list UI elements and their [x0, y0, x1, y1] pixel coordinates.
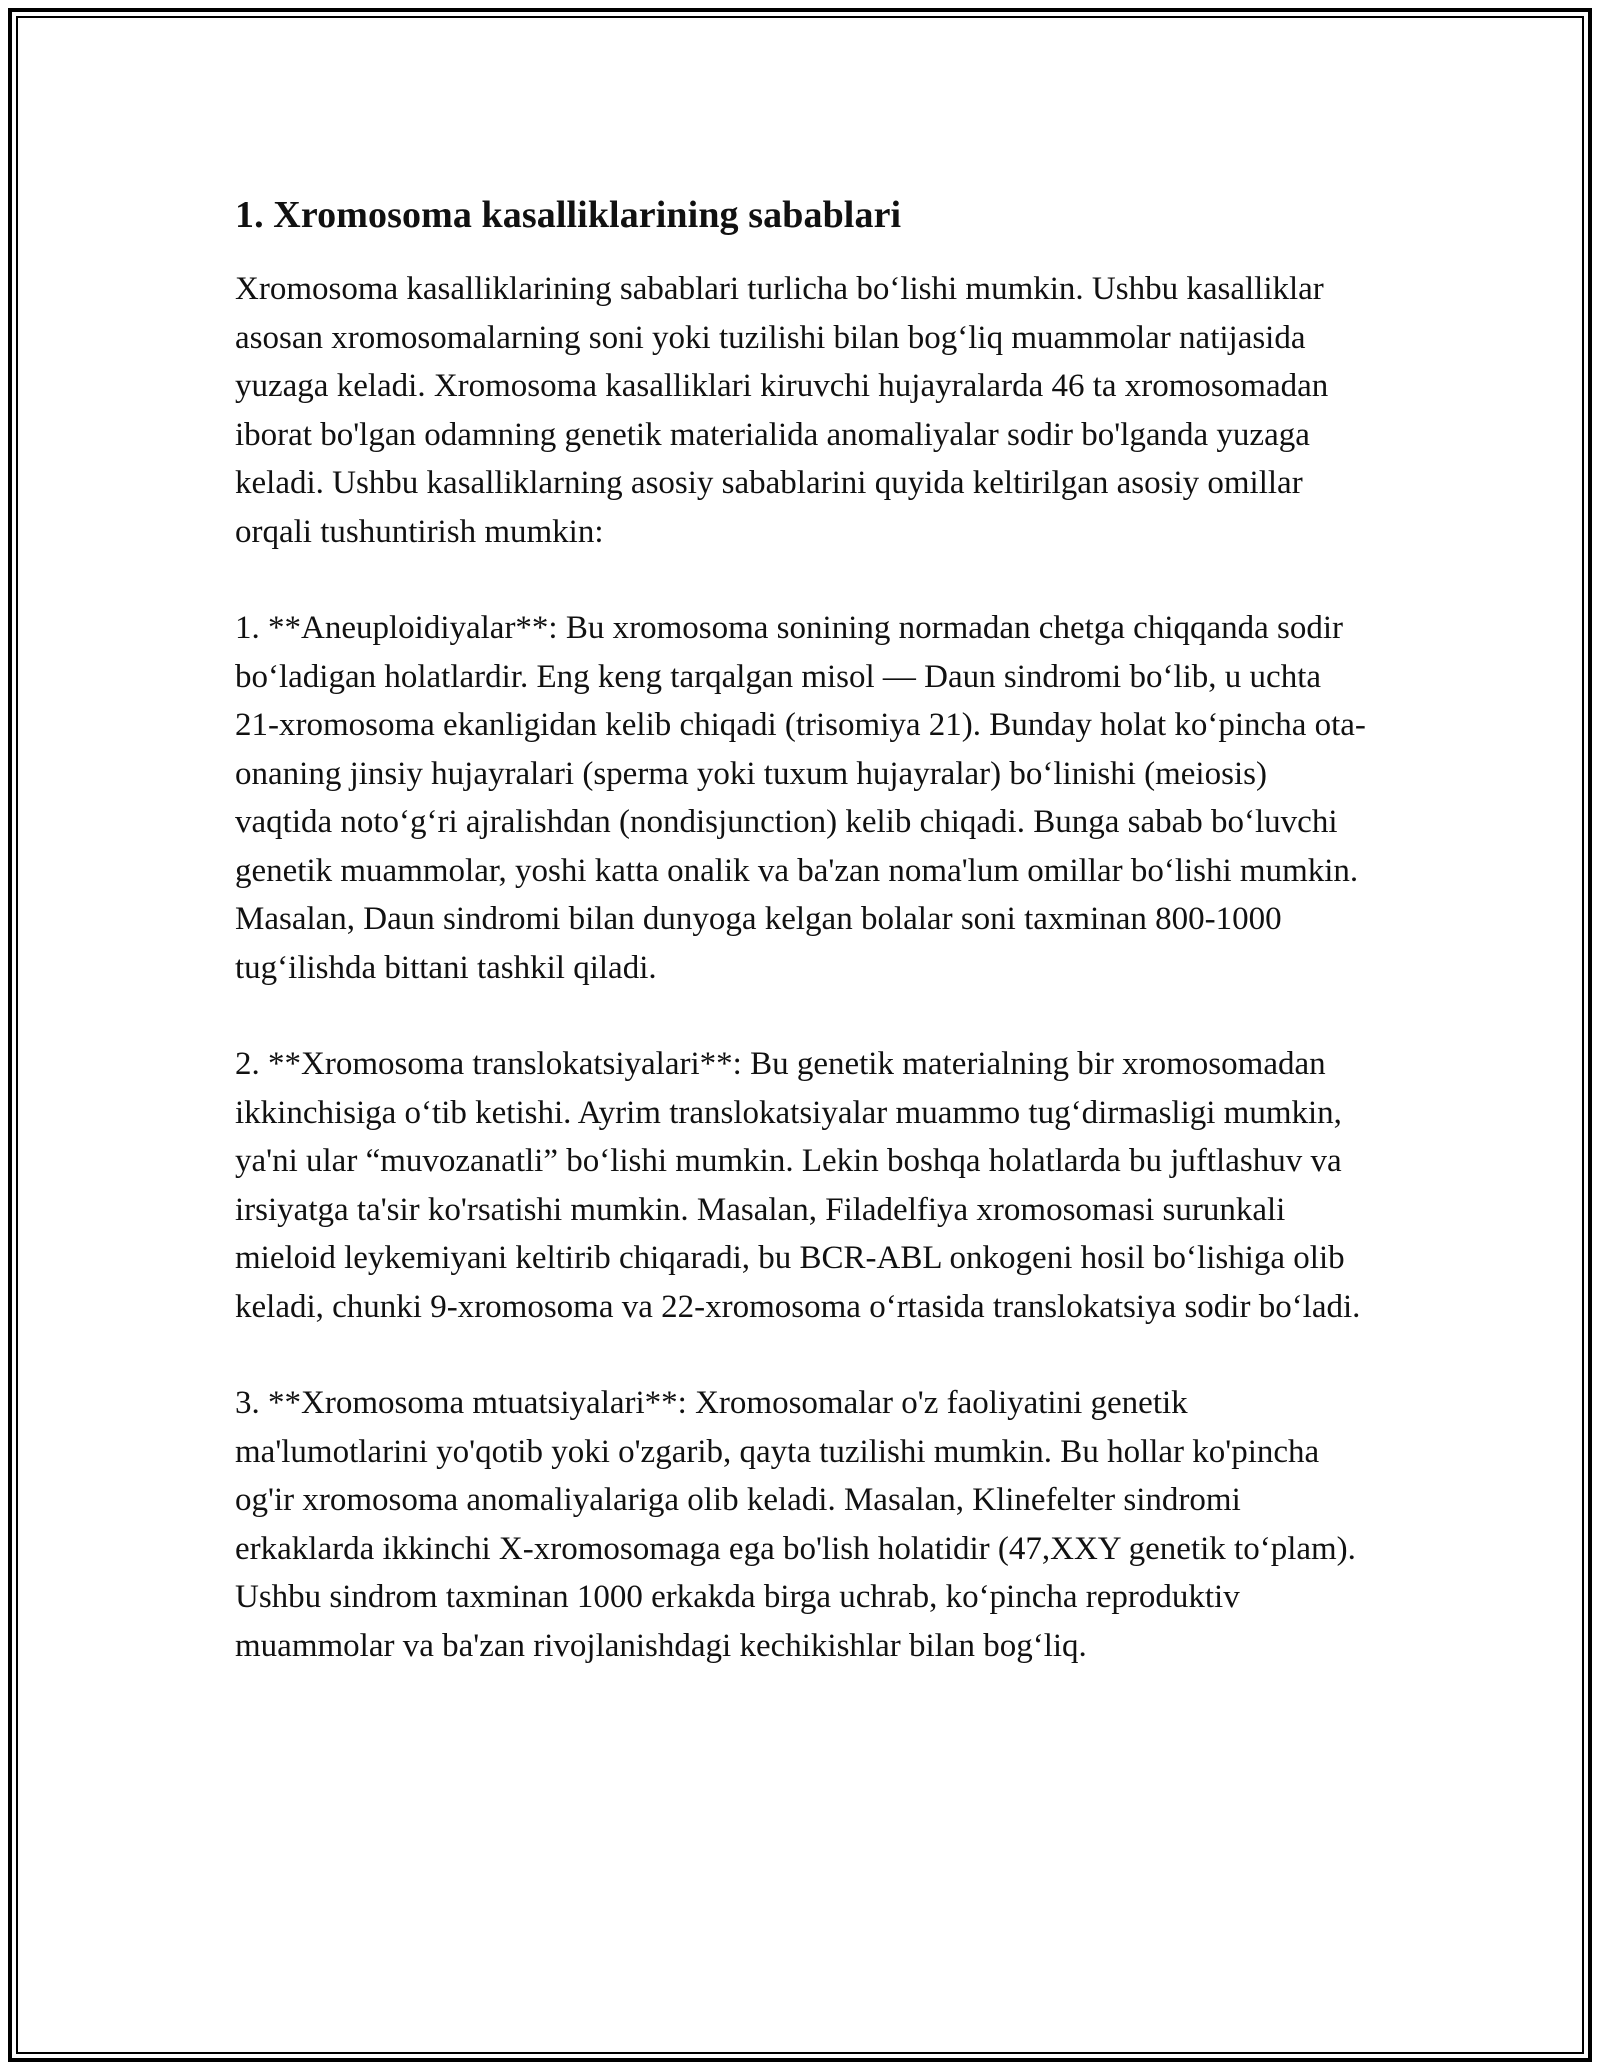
paragraph-mutations: 3. **Xromosoma mtuatsiyalari**: Xromosomalar o'z faoliyatini genetik ma'lumotlarini yo'qotib yoki o'zgarib, qayta tuzilishi mumkin. Bu hollar ko'pincha og'ir xromosoma anomaliyalariga olib keladi. Masalan, Klinefelter sindromi erkaklarda ikkinchi X-xromosomaga ega bo'lish holatidir (47,XXY genetik to‘plam). Ushbu sindrom taxminan 1000 erkakda birga uchrab, ko‘pincha reproduktiv muammolar va ba'zan rivojlanishdagi kechikishlar bilan bog‘liq.	[235, 1385, 1356, 1664]
paragraph-intro: Xromosoma kasalliklarining sabablari turlicha bo‘lishi mumkin. Ushbu kasalliklar asosan xromosomalarning soni yoki tuzilishi bilan bog‘liq muammolar natijasida yuzaga keladi. Xromosoma kasalliklari kiruvchi hujayralarda 46 ta xromosomadan iborat bo'lgan odamning genetik materialida anomaliyalar sodir bo'lganda yuzaga keladi. Ushbu kasalliklarning asosiy sabablarini quyida keltirilgan asosiy omillar orqali tushuntirish mumkin:	[235, 271, 1329, 550]
document-body	[235, 185, 1370, 1718]
section-heading: 1. Xromosoma kasalliklarining sabablari	[235, 194, 902, 236]
paragraph-translocations: 2. **Xromosoma translokatsiyalari**: Bu genetik materialning bir xromosomadan ikkinchisiga o‘tib ketishi. Ayrim translokatsiyalar muammo tug‘dirmasligi mumkin, ya'ni ular “muvozanatli” bo‘lishi mumkin. Lekin boshqa holatlarda bu juftlashuv va irsiyatga ta'sir ko'rsatishi mumkin. Masalan, Filadelfiya xromosomasi surunkali mieloid leykemiyani keltirib chiqaradi, bu BCR-ABL onkogeni hosil bo‘lishiga olib keladi, chunki 9-xromosoma va 22-xromosoma o‘rtasida translokatsiya sodir bo‘ladi.	[235, 1046, 1361, 1325]
paragraph-aneuploidy: 1. **Aneuploidiyalar**: Bu xromosoma sonining normadan chetga chiqqanda sodir bo‘ladigan holatlardir. Eng keng tarqalgan misol — Daun sindromi bo‘lib, u uchta 21-xromosoma ekanligidan kelib chiqadi (trisomiya 21). Bunday holat ko‘pincha ota-onaning jinsiy hujayralari (sperma yoki tuxum hujayralar) bo‘linishi (meiosis) vaqtida noto‘g‘ri ajralishdan (nondisjunction) kelib chiqadi. Bunga sabab bo‘luvchi genetik muammolar, yoshi katta onalik va ba'zan noma'lum omillar bo‘lishi mumkin. Masalan, Daun sindromi bilan dunyoga kelgan bolalar soni taxminan 800-1000 tug‘ilishda bittani tashkil qiladi.	[235, 610, 1366, 986]
